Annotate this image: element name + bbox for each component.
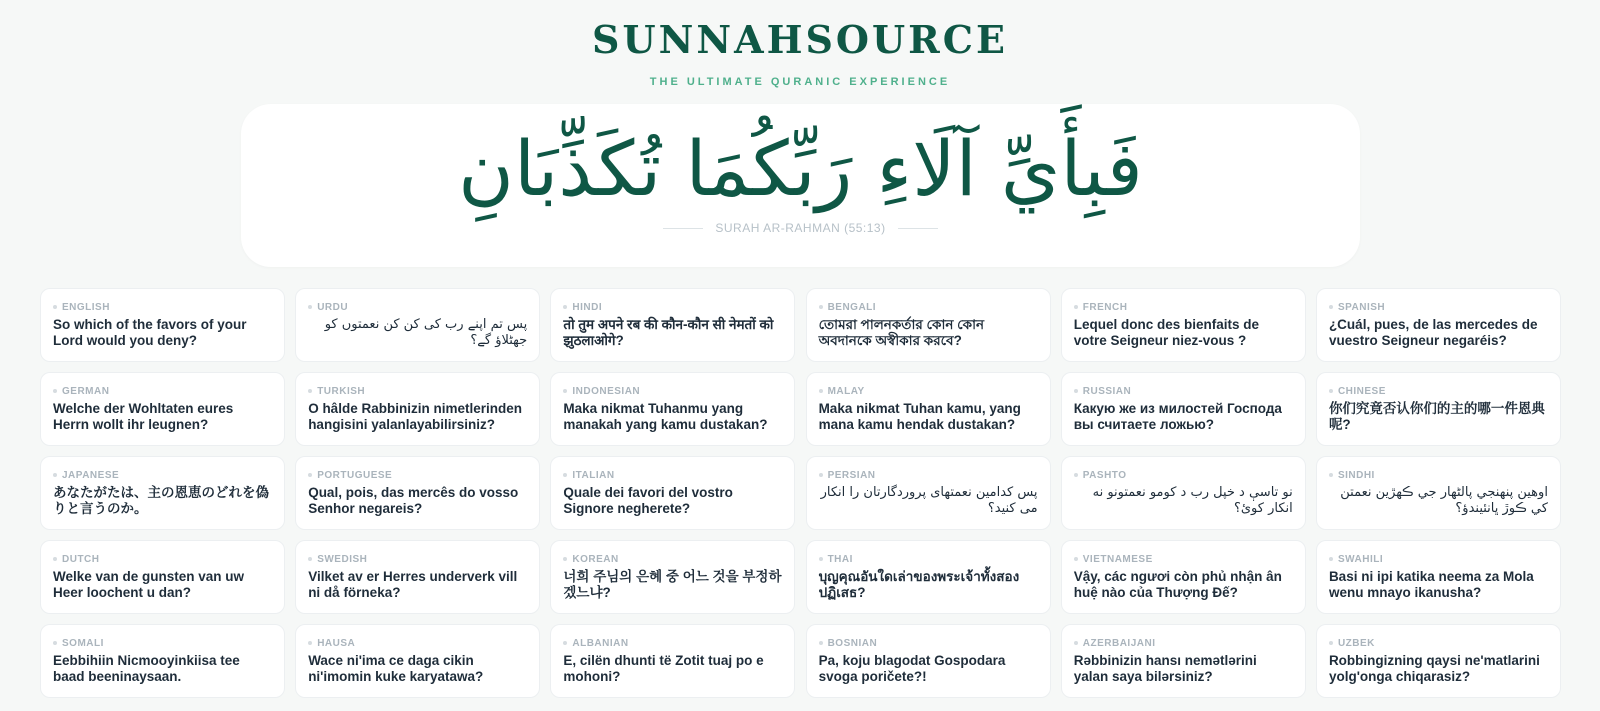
bullet-dot-icon	[819, 641, 823, 645]
translation-language-label: SWEDISH	[317, 553, 368, 565]
translation-text: Pa, koju blagodat Gospodara svoga poričete?!	[818, 653, 1006, 684]
bullet-dot-icon	[53, 389, 57, 393]
translation-language-label: MALAY	[827, 385, 865, 397]
bullet-dot-icon	[1074, 473, 1078, 477]
translation-language-label: UZBEK	[1337, 637, 1375, 649]
translation-card-japanese[interactable]	[40, 456, 285, 530]
translation-language-label: AZERBAIJANI	[1082, 637, 1156, 649]
bullet-dot-icon	[1074, 557, 1078, 561]
translation-language-label: SPANISH	[1337, 301, 1386, 313]
translation-language	[1074, 553, 1293, 565]
translation-card-chinese[interactable]	[1316, 372, 1561, 446]
translation-card-turkish[interactable]	[295, 372, 540, 446]
translation-text: Wace ni'ima ce daga cikin ni'imomin kuke karyatawa?	[308, 653, 484, 684]
translation-text: তোমরা পালনকর্তার কোন কোন অবদানকে অস্বীকার করবে?	[818, 317, 985, 348]
translation-language-label: KOREAN	[572, 553, 619, 565]
translation-text: ¿Cuál, pues, de las mercedes de vuestro Seigneur negaréis?	[1328, 317, 1538, 348]
translation-language	[819, 637, 1038, 649]
translation-text: Eebbihiin Nicmooyinkiisa tee baad beeninaysaan.	[53, 653, 240, 684]
translation-card-hausa[interactable]	[295, 624, 540, 698]
bullet-dot-icon	[563, 305, 567, 309]
translation-card-spanish[interactable]	[1316, 288, 1561, 362]
translation-card-azerbaijani[interactable]	[1061, 624, 1306, 698]
translation-card-dutch[interactable]	[40, 540, 285, 614]
translation-language	[53, 469, 272, 481]
bullet-dot-icon	[819, 473, 823, 477]
translation-language-label: JAPANESE	[62, 469, 120, 481]
translation-language	[53, 637, 272, 649]
translation-language	[819, 469, 1038, 481]
translation-text: บุญคุณอันใดเล่าของพระเจ้าทั้งสองปฏิเสธ?	[818, 569, 1020, 600]
bullet-dot-icon	[308, 557, 312, 561]
bullet-dot-icon	[563, 473, 567, 477]
translation-language	[563, 553, 782, 565]
translation-language	[819, 553, 1038, 565]
translation-language-label: VIETNAMESE	[1082, 553, 1153, 565]
translation-language-label: SOMALI	[62, 637, 104, 649]
translation-language-label: ITALIAN	[572, 469, 615, 481]
site-title[interactable]: SUNNAHSOURCE	[592, 17, 1008, 62]
translation-language	[308, 469, 527, 481]
translation-text: Robbingizning qaysi ne'matlarini yolg'onga chiqarasiz?	[1328, 653, 1540, 684]
translation-text: तो तुम अपने रब की कौन-कौन सी नेमतों को झुठलाओगे?	[563, 317, 774, 348]
translation-text: پس تم اپنے رب کی کن کن نعمتوں کو جھٹلاؤ گے؟	[324, 317, 528, 348]
bullet-dot-icon	[1329, 305, 1333, 309]
translation-language-label: ALBANIAN	[572, 637, 629, 649]
verse-arabic-text: فَبِأَيِّ آلَاءِ رَبِّكُمَا تُكَذِّبَانِ	[458, 124, 1143, 213]
translation-card-thai[interactable]	[806, 540, 1051, 614]
translation-card-french[interactable]	[1061, 288, 1306, 362]
bullet-dot-icon	[1329, 473, 1333, 477]
translation-language-label: INDONESIAN	[572, 385, 641, 397]
translation-language	[563, 469, 782, 481]
translation-language	[1074, 637, 1293, 649]
translation-language	[308, 301, 527, 313]
translation-text: Basi ni ipi katika neema za Mola wenu mnayo ikanusha?	[1328, 569, 1534, 600]
translation-text: あなたがたは、主の恩恵のどれを偽りと言うのか。	[53, 485, 269, 516]
translation-card-bengali[interactable]	[806, 288, 1051, 362]
translation-card-korean[interactable]	[550, 540, 795, 614]
bullet-dot-icon	[1074, 305, 1078, 309]
translation-text: 你们究竟否认你们的主的哪一件恩典呢?	[1328, 401, 1545, 432]
translation-card-albanian[interactable]	[550, 624, 795, 698]
translation-text: Maka nikmat Tuhan kamu, yang mana kamu hendak dustakan?	[818, 401, 1021, 432]
translation-text: Lequel donc des bienfaits de votre Seigneur niez-vous ?	[1073, 317, 1260, 348]
translation-card-vietnamese[interactable]	[1061, 540, 1306, 614]
translation-text: O hâlde Rabbinizin nimetlerinden hangisini yalanlayabilirsiniz?	[308, 401, 522, 432]
translation-language-label: HAUSA	[317, 637, 356, 649]
translation-text: پس کدامین نعمتهای پروردگارتان را انکار می کنید؟	[820, 485, 1038, 516]
translation-text: Vậy, các ngươi còn phủ nhận ân huệ nào của Thượng Đế?	[1073, 569, 1282, 600]
translation-language	[1074, 301, 1293, 313]
translation-language	[1329, 553, 1548, 565]
bullet-dot-icon	[53, 641, 57, 645]
translation-card-german[interactable]	[40, 372, 285, 446]
verse-reference	[241, 221, 1360, 235]
translation-language	[308, 637, 527, 649]
translation-text: E, cilën dhunti të Zotit tuaj po e mohoni?	[563, 653, 764, 684]
translation-language	[308, 385, 527, 397]
translation-language-label: TURKISH	[317, 385, 366, 397]
translation-text: Rəbbinizin hansı nemətlərini yalan saya bilərsiniz?	[1073, 653, 1257, 684]
translation-text: Welche der Wohltaten eures Herrn wollt ihr leugnen?	[53, 401, 234, 432]
translation-card-urdu[interactable]	[295, 288, 540, 362]
translation-text: نو تاسې د خپل رب د کومو نعمتونو نه انکار کوئ؟	[1092, 485, 1293, 516]
bullet-dot-icon	[53, 305, 57, 309]
translation-text: Welke van de gunsten van uw Heer loochent u dan?	[53, 569, 245, 600]
translations-grid	[40, 288, 1561, 698]
bullet-dot-icon	[308, 473, 312, 477]
bullet-dot-icon	[53, 473, 57, 477]
translation-card-russian[interactable]	[1061, 372, 1306, 446]
bullet-dot-icon	[1329, 389, 1333, 393]
translation-language	[1329, 301, 1548, 313]
translation-text: Qual, pois, das mercês do vosso Senhor negareis?	[308, 485, 519, 516]
verse-hero-card	[241, 104, 1360, 267]
translation-language	[1329, 637, 1548, 649]
translation-language-label: BENGALI	[827, 301, 877, 313]
translation-language-label: CHINESE	[1337, 385, 1386, 397]
bullet-dot-icon	[308, 305, 312, 309]
translation-language-label: ENGLISH	[62, 301, 110, 313]
bullet-dot-icon	[563, 557, 567, 561]
translation-card-hindi[interactable]	[550, 288, 795, 362]
translation-language	[563, 301, 782, 313]
bullet-dot-icon	[819, 557, 823, 561]
divider-line	[663, 228, 703, 229]
translation-card-malay[interactable]	[806, 372, 1051, 446]
bullet-dot-icon	[563, 389, 567, 393]
translation-language-label: URDU	[317, 301, 349, 313]
bullet-dot-icon	[308, 389, 312, 393]
translation-card-persian[interactable]	[806, 456, 1051, 530]
translation-language	[1074, 385, 1293, 397]
translation-card-portuguese[interactable]	[295, 456, 540, 530]
translation-language-label: RUSSIAN	[1082, 385, 1132, 397]
translation-text: اوھين پنھنجي پالڻھار جي ڪھڙين نعمتن کي ڪوڙ ڀانئيندؤ؟	[1340, 485, 1548, 516]
translation-language-label: PERSIAN	[827, 469, 876, 481]
bullet-dot-icon	[1329, 557, 1333, 561]
translation-language-label: SINDHI	[1337, 469, 1375, 481]
bullet-dot-icon	[308, 641, 312, 645]
translation-language-label: HINDI	[572, 301, 603, 313]
translation-card-pashto[interactable]	[1061, 456, 1306, 530]
translation-language-label: BOSNIAN	[827, 637, 878, 649]
translation-text: So which of the favors of your Lord would you deny?	[53, 317, 247, 348]
translation-language	[308, 553, 527, 565]
translation-card-bosnian[interactable]	[806, 624, 1051, 698]
translation-card-somali[interactable]	[40, 624, 285, 698]
translation-language	[1329, 469, 1548, 481]
translation-text: Vilket av er Herres underverk vill ni då förneka?	[308, 569, 518, 600]
translation-language	[1074, 469, 1293, 481]
translation-language	[819, 385, 1038, 397]
translation-text: Какую же из милостей Господа вы считаете ложью?	[1073, 401, 1282, 432]
translation-language	[563, 385, 782, 397]
translation-text: Quale dei favori del vostro Signore negherete?	[563, 485, 733, 516]
translation-language-label: PORTUGUESE	[317, 469, 393, 481]
verse-reference-label: SURAH AR-RAHMAN (55:13)	[715, 221, 886, 235]
translation-card-english[interactable]	[40, 288, 285, 362]
translation-language	[1329, 385, 1548, 397]
translation-language-label: SWAHILI	[1337, 553, 1384, 565]
translation-card-swahili[interactable]	[1316, 540, 1561, 614]
translation-card-italian[interactable]	[550, 456, 795, 530]
translation-language	[53, 385, 272, 397]
bullet-dot-icon	[1074, 641, 1078, 645]
translation-language-label: THAI	[827, 553, 853, 565]
translation-language	[53, 301, 272, 313]
bullet-dot-icon	[53, 557, 57, 561]
bullet-dot-icon	[1329, 641, 1333, 645]
translation-text: 너희 주님의 은혜 중 어느 것을 부정하겠느냐?	[563, 569, 782, 600]
bullet-dot-icon	[819, 305, 823, 309]
brand-header	[0, 18, 1600, 88]
bullet-dot-icon	[819, 389, 823, 393]
translation-language	[563, 637, 782, 649]
translation-text: Maka nikmat Tuhanmu yang manakah yang kamu dustakan?	[563, 401, 768, 432]
divider-line	[898, 228, 938, 229]
translation-card-indonesian[interactable]	[550, 372, 795, 446]
translation-card-swedish[interactable]	[295, 540, 540, 614]
bullet-dot-icon	[563, 641, 567, 645]
translation-language	[53, 553, 272, 565]
bullet-dot-icon	[1074, 389, 1078, 393]
translation-language-label: DUTCH	[62, 553, 100, 565]
translation-card-sindhi[interactable]	[1316, 456, 1561, 530]
site-tagline: THE ULTIMATE QURANIC EXPERIENCE	[649, 76, 951, 88]
translation-language-label: PASHTO	[1082, 469, 1127, 481]
translation-language-label: GERMAN	[62, 385, 110, 397]
translation-language	[819, 301, 1038, 313]
translation-card-uzbek[interactable]	[1316, 624, 1561, 698]
translation-language-label: FRENCH	[1082, 301, 1128, 313]
